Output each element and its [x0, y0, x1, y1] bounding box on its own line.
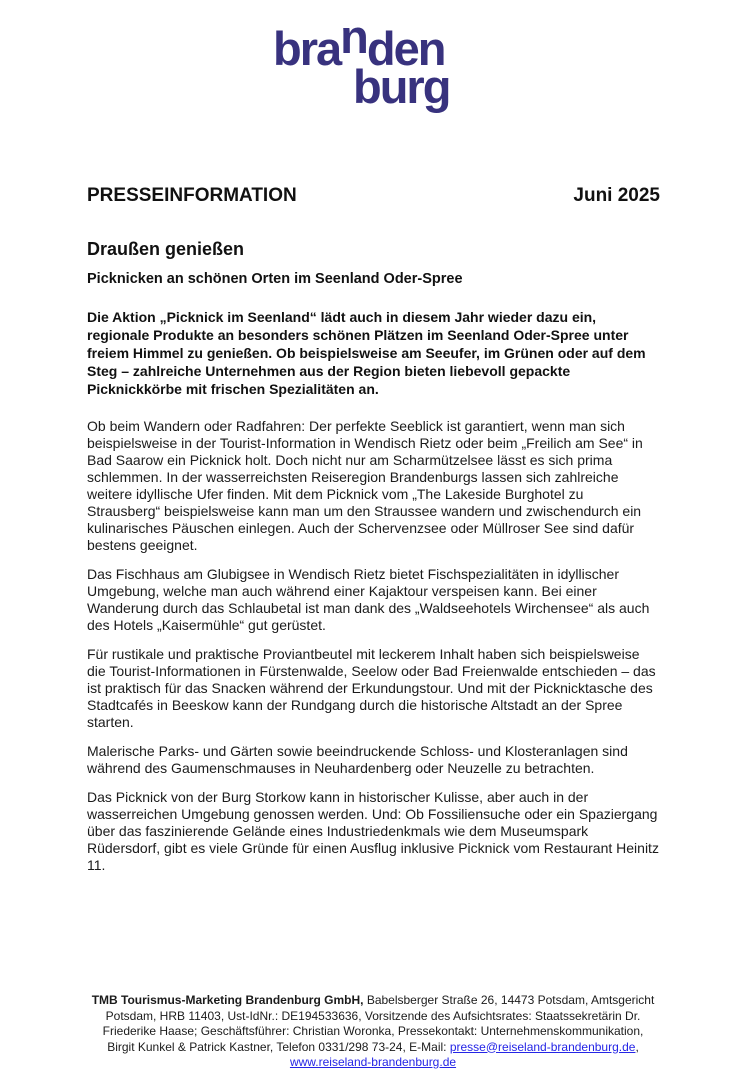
press-release-page — [0, 9, 746, 1086]
body-paragraph: Das Fischhaus am Glubigsee in Wendisch Rietz bietet Fischspezialitäten in idyllischer Umgebung, welche man auch während einer Kajaktour verspeisen kann. Bei einer Wanderung durch das Schlaubetal ist man dank des „Waldseehotels Wirchensee“ als auch des Hotels „Kaisermühle“ gut gerüstet. — [87, 566, 650, 633]
body-paragraph: Malerische Parks- und Gärten sowie beeindruckende Schloss- und Klosteranlagen sind während des Gaumenschmauses in Neuhardenberg oder Neuzelle zu betrachten. — [87, 743, 628, 776]
imprint-link-separator: , — [635, 1039, 639, 1054]
page-subtitle: Picknicken an schönen Orten im Seenland Oder-Spree — [87, 271, 463, 287]
body-paragraph: Das Picknick von der Burg Storkow kann in historischer Kulisse, aber auch in der wasserreichen Umgebung genossen werden. Und: Ob Fossiliensuche oder ein Spaziergang über das faszinierende Gelände eines Industriedenkmals wie dem Museumspark Rüdersdorf, gibt es viele Gründe für einen Ausflug inklusive Picknick vom Restaurant Heinitz 11. — [87, 789, 659, 873]
imprint-footer — [0, 993, 746, 1071]
imprint-text — [89, 993, 657, 1071]
website-link[interactable]: www.reiseland-brandenburg.de — [289, 1055, 457, 1069]
email-link[interactable]: presse@reiseland-brandenburg.de — [449, 1039, 636, 1054]
imprint-company-name: TMB Tourismus-Marketing Brandenburg GmbH, — [91, 993, 364, 1007]
page-title: Draußen genießen — [87, 239, 245, 259]
logo-part-den: den — [366, 22, 445, 75]
body-paragraph: Ob beim Wandern oder Radfahren: Der perfekte Seeblick ist garantiert, wenn man sich beispielsweise in der Tourist-Information in Wendisch Rietz oder beim „Freilich am See“ in Bad Saarow ein Picknick holt. Doch nicht nur am Scharmützelsee lässt es sich prima schlemmen. In der wasserreichsten Reiseregion Brandenburgs lassen sich zahlreiche weitere idyllische Ufer finden. Mit dem Picknick vom „The Lakeside Burghotel zu Strausberg“ beispielsweise kann man um den Straussee wandern und zwischendurch ein kulinarisches Päuschen einlegen. Auch der Schervenzsee oder Müllroser See sind dafür bestens geeignet. — [87, 418, 643, 553]
document-content — [0, 184, 746, 874]
press-header-label: PRESSEINFORMATION — [87, 185, 297, 206]
lead-paragraph: Die Aktion „Picknick im Seenland“ lädt auch in diesem Jahr wieder dazu ein, regionale Produkte an besonders schönen Plätzen im Seenland Oder-Spree unter freiem Himmel zu genießen. Ob beispielsweise am Seeufer, im Grünen oder auf dem Steg – zahlreiche Unternehmen aus der Region bieten liebevoll gepackte Picknickkörbe mit frischen Spezialitäten an. — [87, 309, 646, 397]
logo-line-burg: burg — [353, 60, 450, 113]
press-header-date: Juni 2025 — [573, 185, 660, 206]
imprint-details: Babelsberger Straße 26, 14473 Potsdam, Amtsgericht Potsdam, HRB 11403, Ust-IdNr.: DE194533636, Vorsitzende des Aufsichtsrates: Staatssekretärin Dr. Friederike Haase; Geschäftsführer: Christian Woronka, Pressekontakt: Unternehmenskommunikation, Birgit Kunkel & Patrick Kastner, Telefon 0331/298 73-24, E-Mail: — [102, 993, 655, 1054]
logo-raised-n: n — [340, 9, 367, 63]
body-paragraph: Für rustikale und praktische Proviantbeutel mit leckerem Inhalt haben sich beispielsweise die Tourist-Informationen in Fürstenwalde, Seelow oder Bad Freienwalde entschieden – das ist praktisch für das Snacken während der Erkundungstour. Und mit der Picknicktasche des Stadtcafés in Beeskow kann der Rundgang durch die historische Altstadt an der Spree starten. — [87, 646, 656, 730]
press-header-row — [87, 184, 660, 208]
body-text — [87, 418, 660, 874]
brandenburg-logo — [273, 9, 473, 113]
logo-part-bra: bra — [273, 22, 341, 75]
